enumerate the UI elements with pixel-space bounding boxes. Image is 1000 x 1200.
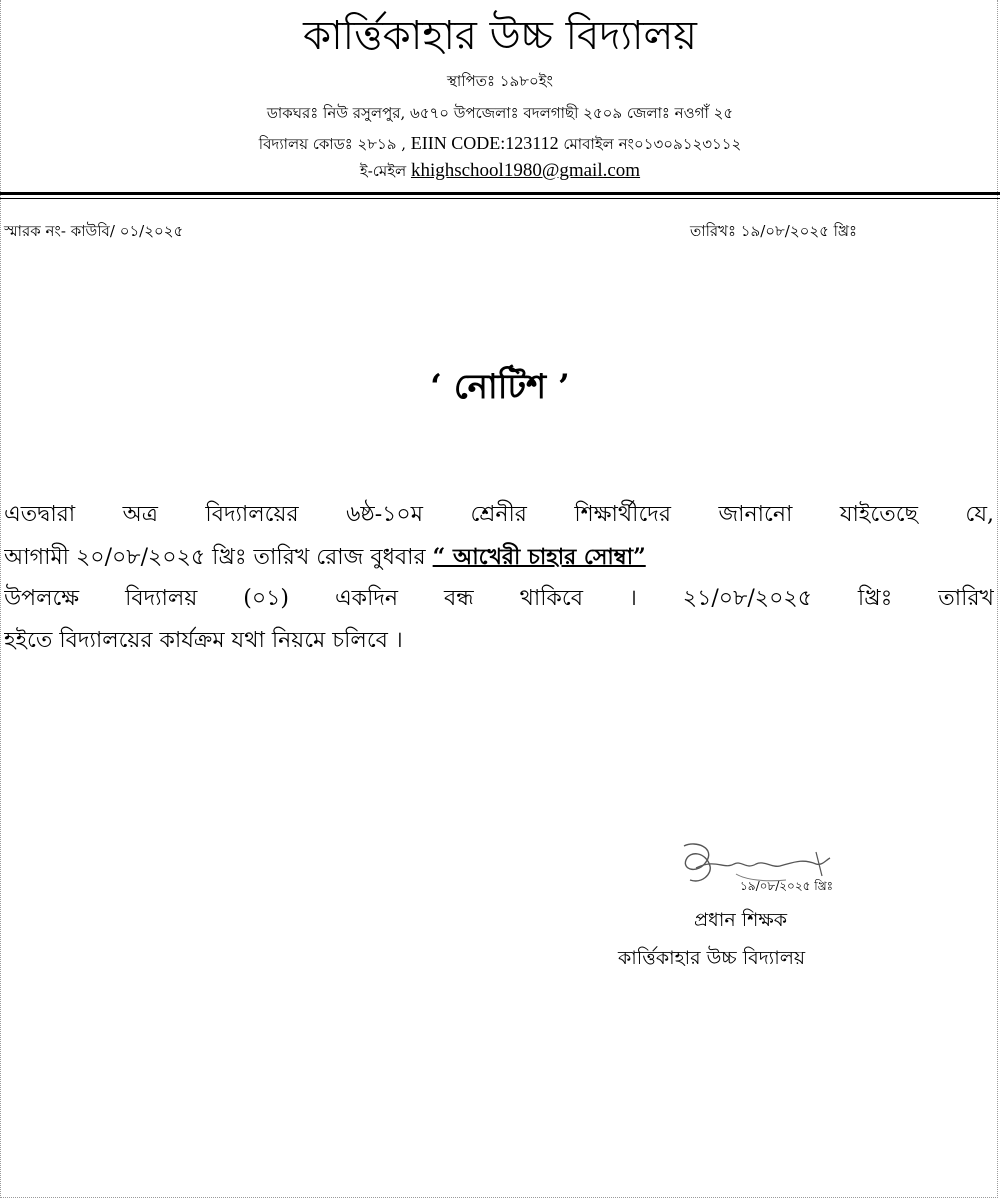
notice-body bbox=[4, 494, 994, 662]
notice-line-1: এতদ্বারা অত্র বিদ্যালয়ের ৬ষ্ঠ-১০ম শ্রেনীর শিক্ষার্থীদের জানানো যাইতেছে যে, bbox=[4, 502, 994, 527]
email-line bbox=[0, 160, 1000, 182]
established-line: স্থাপিতঃ ১৯৮০ইং bbox=[447, 72, 553, 90]
memo-reference: স্মারক নং- কাউবি/ ০১/২০২৫ bbox=[4, 222, 184, 240]
signature-date: ১৯/০৮/২০২৫ খ্রিঃ bbox=[740, 879, 834, 893]
notice-title: ‘ নোটিশ ’ bbox=[430, 367, 570, 407]
header-rule-thick bbox=[0, 192, 1000, 195]
notice-line-2 bbox=[4, 536, 994, 578]
address-line: ডাকঘরঃ নিউ রসুলপুর, ৬৫৭০ উপজেলাঃ বদলগাছী ২৫০৯ জেলাঃ নওগাঁ ২৫ bbox=[266, 104, 734, 122]
header-rule-thin bbox=[0, 198, 1000, 199]
email-label: ই-মেইল bbox=[359, 162, 411, 180]
school-name: কার্ত্তিকাহার উচ্চ বিদ্যালয় bbox=[303, 13, 697, 59]
signatory-title: প্রধান শিক্ষক bbox=[694, 909, 788, 931]
codes-line bbox=[0, 132, 1000, 155]
notice-line-3: উপলক্ষে বিদ্যালয় (০১) একদিন বন্ধ থাকিবে । ২১/০৮/২০২৫ খ্রিঃ তারিখ bbox=[4, 586, 994, 611]
memo-date: তারিখঃ ১৯/০৮/২০২৫ খ্রিঃ bbox=[690, 222, 858, 240]
notice-line-2-text: আগামী ২০/০৮/২০২৫ খ্রিঃ তারিখ রোজ বুধবার bbox=[4, 545, 433, 570]
mobile-number: মোবাইল নং০১৩০৯১২৩১১২ bbox=[558, 135, 742, 153]
eiin-code: EIIN CODE:123112 bbox=[410, 133, 559, 153]
email-link[interactable]: khighschool1980@gmail.com bbox=[410, 160, 641, 181]
school-code: বিদ্যালয় কোডঃ ২৮১৯ , bbox=[258, 135, 411, 153]
holiday-name: “ আখেরী চাহার সোম্বা” bbox=[432, 544, 646, 570]
signatory-school: কার্ত্তিকাহার উচ্চ বিদ্যালয় bbox=[618, 947, 806, 969]
notice-line-4: হইতে বিদ্যালয়ের কার্যক্রম যথা নিয়মে চলিবে । bbox=[4, 628, 403, 653]
